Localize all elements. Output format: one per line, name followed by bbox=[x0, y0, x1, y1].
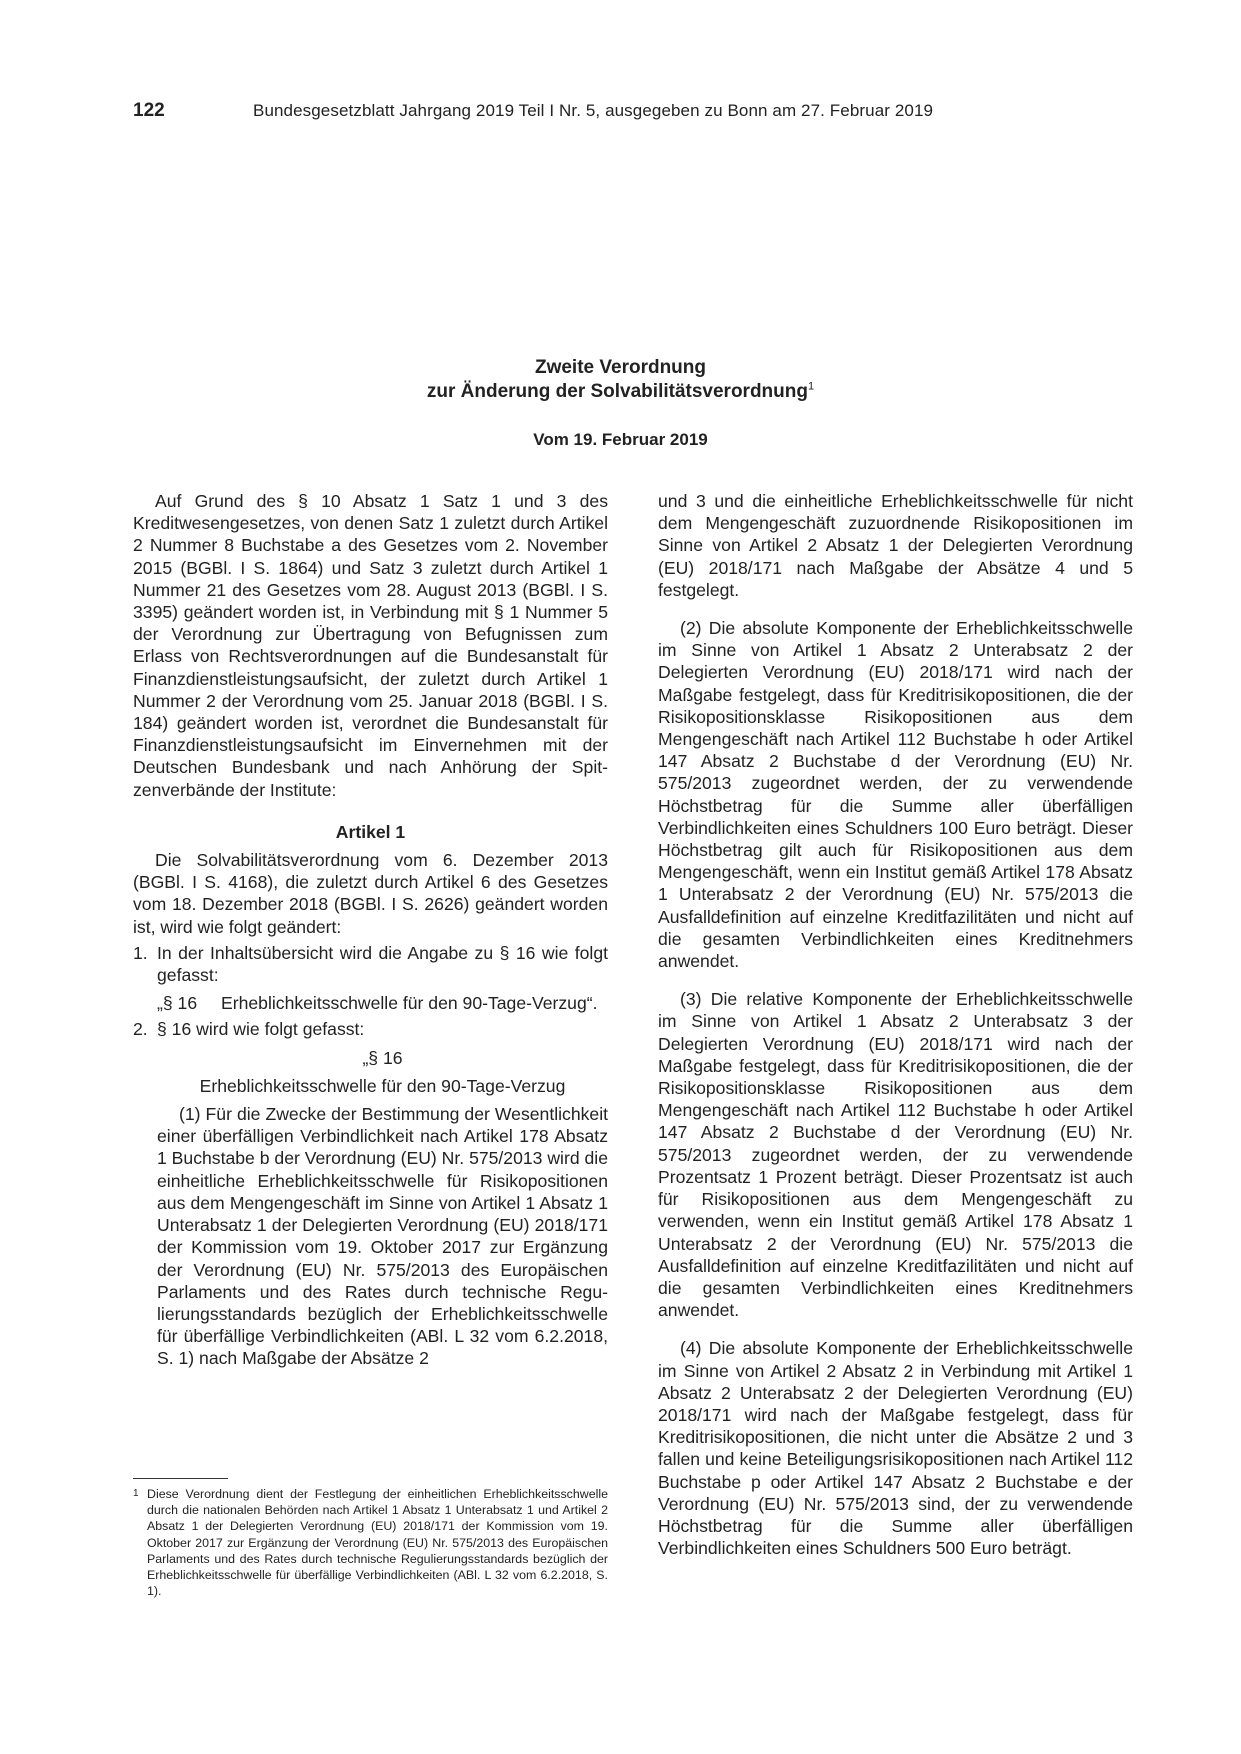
title-block bbox=[0, 356, 1241, 450]
title-line-2 bbox=[0, 380, 1241, 404]
footnote-number: 1 bbox=[133, 1488, 139, 1499]
paragraph-2: (2) Die absolute Komponente der Erheblichkeitsschwelle im Sinne von Artikel 1 Absatz 2 Unterabsatz 2 der Delegierten Verordnung (EU) 2018/171 wird nach der Maßgabe festgelegt, dass für Kreditrisikopositionen, die der Risikopositionsklasse Risikopositionen aus dem Mengengeschäft nach Artikel 112 Buchstabe h oder Artikel 147 Absatz 2 Buchstabe d der Verordnung (EU) Nr. 575/2013 zugeordnet werden, der zu verwendende Höchstbetrag für die Summe aller überfälligen Verbindlichkeiten eines Schuldners 100 Euro beträgt. Dieser Höchstbetrag gilt auch für Risikopositionen aus dem Mengengeschäft, wenn ein Institut gemäß Artikel 178 Absatz 1 Unterabsatz 2 der Verordnung (EU) Nr. 575/2013 die Ausfalldefinition auf einzelne Kreditfazilitäten und nicht auf die gesamten Verbindlichkeiten eines Kreditnehmers anwendet. bbox=[658, 618, 1133, 972]
new-section bbox=[133, 1047, 608, 1370]
amendment-item-2 bbox=[133, 1018, 608, 1040]
footnote bbox=[133, 1486, 608, 1599]
section-number: „§ 16 bbox=[362, 1047, 403, 1068]
artikel-intro: Die Solvabilitätsverordnung vom 6. Dezember 2013 (BGBl. I S. 4168), die zuletzt durch Artikel 6 des Gesetzes vom 18. Dezember 2018 (BGBl. I S. 2626) geändert worden ist, wird wie folgt geändert: bbox=[133, 850, 608, 937]
amendment-item-1 bbox=[133, 942, 608, 986]
quoted-toc-entry bbox=[133, 992, 608, 1014]
item-number: 1. bbox=[133, 942, 148, 963]
paragraph-3: (3) Die relative Komponente der Erheblichkeitsschwelle im Sinne von Artikel 1 Absatz 2 Unterabsatz 3 der Delegierten Verordnung (EU) 2018/171 wird nach der Maßgabe festgelegt, dass für Kreditrisikopositionen, die der Risikopositionsklasse Risikopositionen aus dem Mengengeschäft nach Artikel 112 Buchstabe h oder Artikel 147 Absatz 2 Buchstabe d der Verordnung (EU) Nr. 575/2013 zugeordnet werden, der zu verwendende Prozentsatz 1 Prozent beträgt. Dieser Prozentsatz ist auch für Risikopositionen aus dem Mengengeschäft zu verwenden, wenn ein Institut gemäß Artikel 178 Absatz 1 Unterabsatz 2 der Verordnung (EU) Nr. 575/2013 die Ausfalldefinition auf einzelne Kreditfazilitäten und nicht auf die gesamten Verbindlichkeiten eines Kreditnehmers anwendet. bbox=[658, 989, 1133, 1321]
footnote-divider bbox=[133, 1478, 228, 1479]
section-title: Erheblichkeitsschwelle für den 90-Tage-Verzug bbox=[199, 1075, 566, 1096]
title-line-2-text: zur Änderung der Solvabilitätsverordnung bbox=[426, 381, 808, 402]
title-line-1: Zweite Verordnung bbox=[534, 357, 707, 378]
quoted-section-number: „§ 16 bbox=[157, 993, 198, 1014]
page-number: 122 bbox=[133, 100, 165, 121]
footnote-reference: 1 bbox=[807, 380, 815, 393]
ordinance-date: Vom 19. Februar 2019 bbox=[533, 430, 708, 449]
item-text: In der Inhaltsübersicht wird die Angabe zu § 16 wie folgt gefasst: bbox=[157, 942, 608, 986]
item-text: § 16 wird wie folgt gefasst: bbox=[157, 1019, 365, 1040]
footnote-text: Diese Verordnung dient der Festlegung der einheitlichen Erheblichkeitsschwelle durch die nationalen Behörden nach Artikel 1 Absatz 1 Unterabsatz 1 und Artikel 2 Absatz 1 der Delegierten Verordnung (EU) 2018/171 der Kommission vom 19. Oktober 2017 zur Ergänzung der Verordnung (EU) Nr. 575/2013 des Europäischen Parlaments und des Rates durch technische Regulierungsstandards bezüglich der Erheblichkeitsschwelle für überfällige Verbindlichkeiten (ABl. L 32 vom 6.2.2018, S. 1). bbox=[147, 1487, 608, 1599]
quoted-section-title: Erheblichkeitsschwelle für den 90-Tage-Verzug“. bbox=[221, 993, 598, 1014]
paragraph-1: (1) Für die Zwecke der Bestimmung der Wesentlichkeit einer überfälligen Verbindlichkeit nach Artikel 178 Absatz 1 Buchstabe b der Verordnung (EU) Nr. 575/2013 wird die einheitliche Erheblichkeitsschwelle für Risikopositionen aus dem Mengengeschäft im Sinne von Artikel 1 Absatz 1 Unterabsatz 1 der Delegierten Verordnung (EU) 2018/171 der Kommission vom 19. Oktober 2017 zur Ergänzung der Verordnung (EU) Nr. 575/2013 des Europäischen Parlaments und des Rates durch technische Regulierungsstandards bezüglich der Erheblichkeitsschwelle für überfällige Verbindlichkeiten (ABl. L 32 vom 6.2.2018, S. 1) nach Maßgabe der Absätze 2 bbox=[157, 1104, 608, 1369]
paragraph-1-continued: und 3 und die einheitliche Erheblichkeitsschwelle für nicht dem Mengengeschäft zuzuordnende Risikopositionen im Sinne von Artikel 2 Absatz 1 der Delegierten Verordnung (EU) 2018/171 nach Maßgabe der Absätze 4 und 5 festgelegt. bbox=[658, 491, 1133, 600]
right-column bbox=[658, 490, 1133, 1559]
left-column bbox=[133, 490, 608, 1370]
paragraph-4: (4) Die absolute Komponente der Erheblichkeitsschwelle im Sinne von Artikel 2 Absatz 2 in Verbindung mit Artikel 1 Absatz 2 Unterabsatz 2 der Delegierten Verordnung (EU) 2018/171 wird nach der Maßgabe festgelegt, dass für Kreditrisikopositionen, die nicht unter die Absätze 2 und 3 fallen und keine Beteiligungsrisikopositionen nach Artikel 112 Buchstabe p oder Artikel 147 Absatz 2 Buchstabe e der Verordnung (EU) Nr. 575/2013 sind, der zu verwendende Höchstbetrag für die Summe aller überfälligen Verbindlichkeiten eines Schuldners 500 Euro beträgt. bbox=[658, 1338, 1133, 1559]
preamble: Auf Grund des § 10 Absatz 1 Satz 1 und 3 des Kreditwesengesetzes, von denen Satz 1 zuletzt durch Artikel 2 Nummer 8 Buchstabe a des Gesetzes vom 2. November 2015 (BGBl. I S. 1864) und Satz 3 zuletzt durch Artikel 1 Nummer 21 des Gesetzes vom 28. August 2013 (BGBl. I S. 3395) geändert worden ist, in Verbindung mit § 1 Nummer 5 der Verordnung zur Übertragung von Befugnissen zum Erlass von Rechtsverordnungen auf die Bundesanstalt für Finanzdienstleistungsaufsicht, der zuletzt durch Artikel 1 Nummer 2 der Verordnung vom 25. Januar 2018 (BGBl. I S. 184) geändert worden ist, verordnet die Bundesanstalt für Finanzdienstleistungsaufsicht im Einvernehmen mit der Deutschen Bundesbank und nach Anhörung der Spitzenverbände der Institute: bbox=[133, 491, 608, 800]
running-head: Bundesgesetzblatt Jahrgang 2019 Teil I Nr. 5, ausgegeben zu Bonn am 27. Februar 2019 bbox=[253, 101, 934, 120]
artikel-heading: Artikel 1 bbox=[335, 821, 406, 842]
item-number: 2. bbox=[133, 1019, 148, 1040]
